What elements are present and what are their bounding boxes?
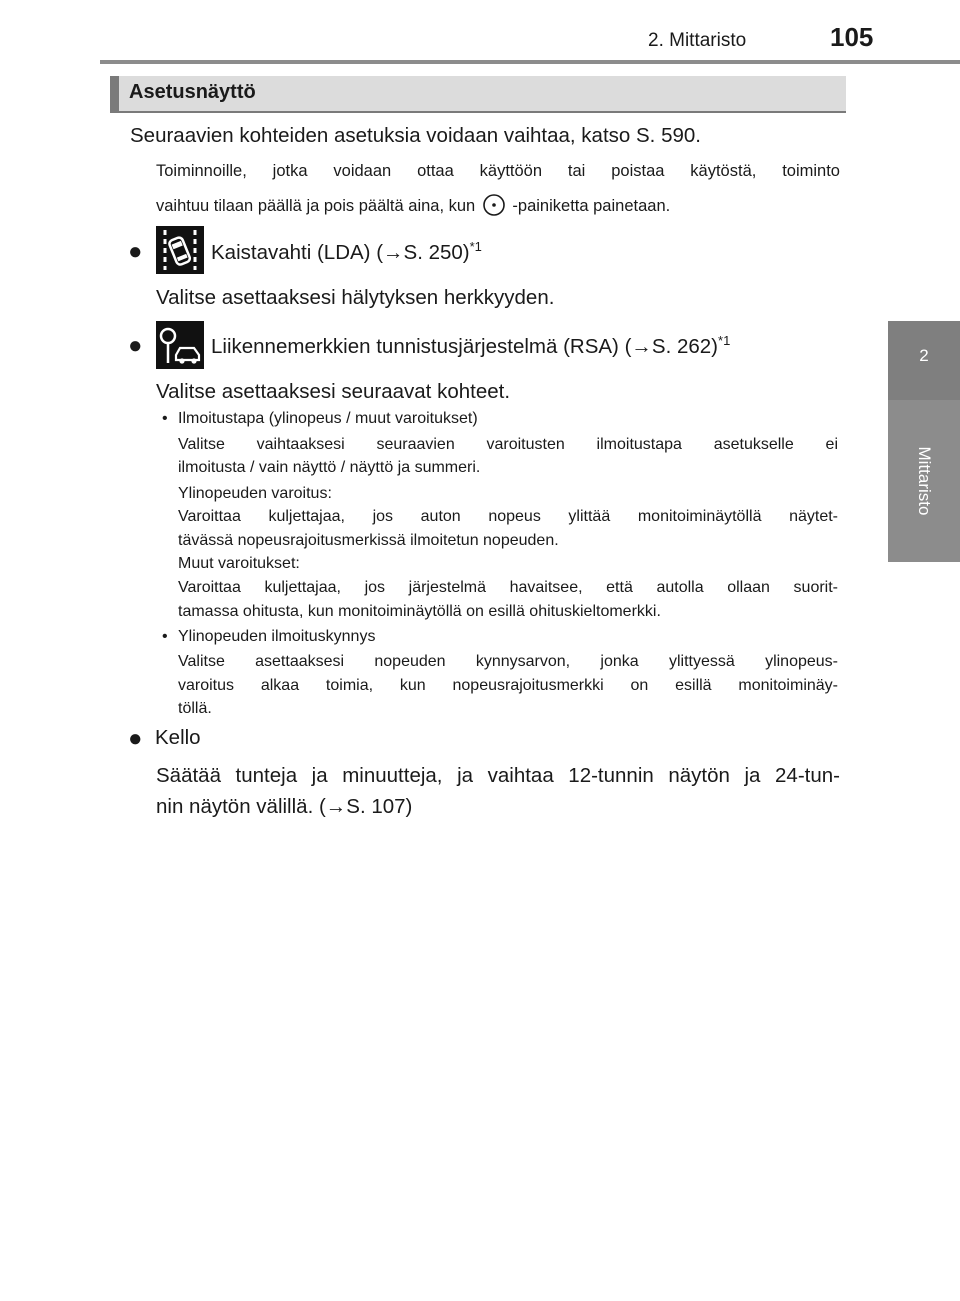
list-line: Muut varoitukset: [178, 555, 300, 572]
list-line: Varoittaa kuljettajaa, jos järjestelmä havaitsee, että autolla ollaan suorit- [178, 579, 838, 596]
section-title: Asetusnäyttö [129, 81, 256, 103]
list-line: töllä. [178, 700, 212, 717]
list-line: Varoittaa kuljettajaa, jos auton nopeus ylittää monitoiminäytöllä näytet- [178, 508, 838, 525]
list-line: Valitse vaihtaaksesi seuraavien varoitusten ilmoitustapa asetukselle ei [178, 436, 838, 453]
dial-button-icon [482, 193, 506, 217]
item-bullet: ● [128, 725, 143, 752]
list-line: ilmoitusta / vain näyttö / näyttö ja summeri. [178, 459, 481, 476]
list-line: tamassa ohitusta, kun monitoiminäytöllä on esillä ohituskieltomerkki. [178, 603, 661, 620]
footnote-marker: *1 [718, 333, 731, 348]
list-line: varoitus alkaa toimia, kun nopeusrajoitusmerkki on esillä monitoiminäy- [178, 677, 838, 694]
note-line-1: Toiminnoille, jotka voidaan ottaa käyttöön tai poistaa käytöstä, toiminto [156, 162, 840, 180]
item-title-lda-text: Kaistavahti (LDA) (→S. 250) [211, 240, 470, 264]
item-description-clock-2: nin näytön välillä. (→S. 107) [156, 795, 413, 818]
item-title-lda [211, 239, 482, 265]
item-description-lda: Valitse asettaaksesi hälytyksen herkkyyden. [156, 286, 555, 309]
item-title-rsa-text: Liikennemerkkien tunnistusjärjestelmä (RSA) (→S. 262) [211, 334, 719, 358]
note-line-2 [156, 193, 670, 217]
list-line: Ylinopeuden varoitus: [178, 485, 332, 502]
road-sign-assist-icon [156, 321, 204, 369]
running-header-section: 2. Mittaristo [648, 30, 747, 51]
list-line: Ylinopeuden ilmoituskynnys [178, 628, 376, 645]
item-title-clock: Kello [155, 726, 201, 749]
list-line: Valitse asettaaksesi nopeuden kynnysarvon, jonka ylittyessä ylinopeus- [178, 653, 838, 670]
section-heading [110, 76, 846, 111]
chapter-number: 2 [919, 346, 929, 365]
intro-text: Seuraavien kohteiden asetuksia voidaan vaihtaa, katso S. 590. [130, 124, 701, 147]
list-bullet: • [162, 410, 168, 427]
lane-departure-icon [156, 226, 204, 274]
item-title-rsa [211, 333, 730, 359]
section-rule [110, 111, 846, 113]
item-description-rsa: Valitse asettaaksesi seuraavat kohteet. [156, 380, 511, 403]
header-rule [100, 60, 960, 64]
list-line: tävässä nopeusrajoitusmerkissä ilmoitetun nopeuden. [178, 532, 559, 549]
footnote-marker: *1 [469, 239, 482, 254]
page-number: 105 [830, 22, 874, 52]
item-bullet: ● [128, 238, 143, 265]
list-line: Ilmoitustapa (ylinopeus / muut varoitukset) [178, 410, 478, 427]
note-line-2-before: vaihtuu tilaan päällä ja pois päältä aina, kun [156, 197, 476, 215]
item-bullet: ● [128, 332, 143, 359]
list-bullet: • [162, 628, 168, 645]
item-description-clock-1: Säätää tunteja ja minuutteja, ja vaihtaa 12-tunnin näytön ja 24-tun- [156, 764, 840, 787]
note-line-2-after: -painiketta painetaan. [512, 197, 671, 215]
chapter-label: Mittaristo [915, 446, 934, 516]
